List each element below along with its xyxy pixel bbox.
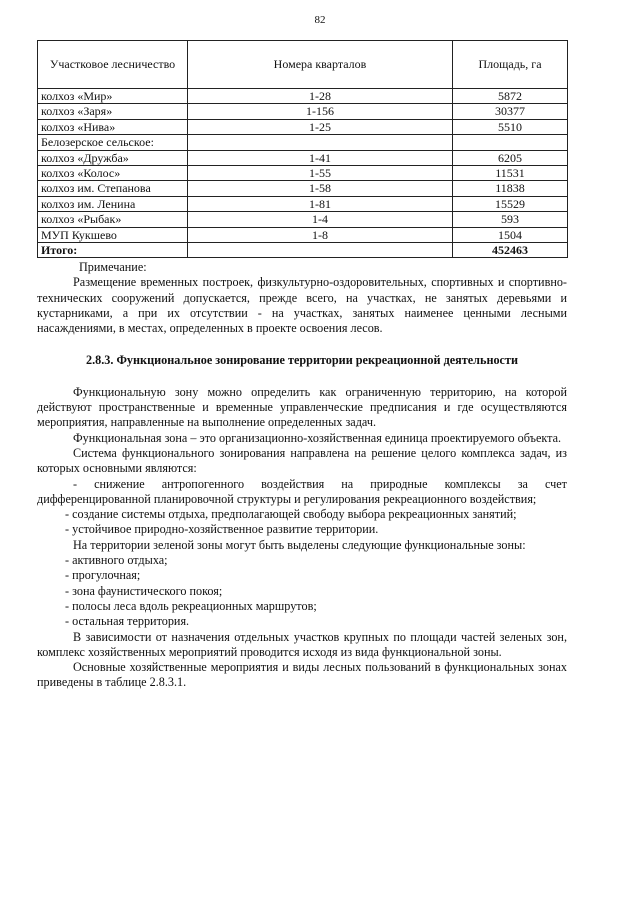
document-body bbox=[37, 260, 567, 691]
section-title: 2.8.3. Функциональное зонирование территории рекреационной деятельности bbox=[86, 353, 518, 368]
table-row bbox=[38, 104, 568, 119]
paragraph: Функциональная зона – это организационно-хозяйственная единица проектируемого объекта. bbox=[73, 430, 562, 445]
list-item: - устойчивое природно-хозяйственное развитие территории. bbox=[65, 522, 379, 537]
cell-district: колхоз «Мир» bbox=[38, 89, 188, 104]
note-title: Примечание: bbox=[79, 260, 147, 274]
cell-district: колхоз им. Степанова bbox=[38, 181, 188, 196]
list-item: - зона фаунистического покоя; bbox=[65, 583, 223, 598]
list-item: - остальная территория. bbox=[65, 614, 190, 629]
cell-area bbox=[453, 135, 568, 150]
list-item: - активного отдыха; bbox=[65, 553, 168, 568]
cell-quarters: 1-28 bbox=[188, 89, 453, 104]
paragraph: Функциональную зону можно определить как ограниченную территорию, на которой действуют пространственные и временные управленческие предписания и где осуществляются мероприятия, направленные на выполнение определенных задач. bbox=[37, 384, 567, 430]
cell-area: 593 bbox=[453, 212, 568, 227]
cell-district: Белозерское сельское: bbox=[38, 135, 188, 150]
cell-area: 6205 bbox=[453, 150, 568, 165]
total-area: 452463 bbox=[453, 243, 568, 258]
cell-quarters: 1-41 bbox=[188, 150, 453, 165]
cell-quarters: 1-156 bbox=[188, 104, 453, 119]
forestry-table bbox=[37, 40, 568, 258]
cell-district: колхоз «Дружба» bbox=[38, 150, 188, 165]
cell-area: 11531 bbox=[453, 166, 568, 181]
cell-area: 30377 bbox=[453, 104, 568, 119]
cell-area: 1504 bbox=[453, 227, 568, 242]
list-item: - полосы леса вдоль рекреационных маршрутов; bbox=[65, 598, 317, 613]
header-quarters: Номера кварталов bbox=[188, 41, 453, 89]
table-total-row bbox=[38, 243, 568, 258]
cell-district: колхоз «Колос» bbox=[38, 166, 188, 181]
cell-area: 15529 bbox=[453, 196, 568, 211]
cell-quarters: 1-25 bbox=[188, 119, 453, 134]
cell-area: 5872 bbox=[453, 89, 568, 104]
cell-quarters bbox=[188, 135, 453, 150]
list-item: - создание системы отдыха, предполагающей свободу выбора рекреационных занятий; bbox=[65, 507, 517, 522]
table-row bbox=[38, 212, 568, 227]
note-text: Размещение временных построек, физкультурно-оздоровительных, спортивных и спортивно-технических сооружений допускается, прежде всего, на участках, не занятых деревьями и кустарниками, а при их отсутствии - на участках, занятых наименее ценными лесными насаждениями, в местах, определенных в проекте освоения лесов. bbox=[37, 275, 567, 336]
page-number: 82 bbox=[314, 14, 326, 26]
paragraph: В зависимости от назначения отдельных участков крупных по площади частей зеленых зон, комплекс хозяйственных мероприятий проводится исходя из вида функциональной зоны. bbox=[37, 629, 567, 659]
cell-quarters: 1-55 bbox=[188, 166, 453, 181]
table-row bbox=[38, 119, 568, 134]
table-header-row bbox=[38, 41, 568, 89]
cell-district: колхоз «Нива» bbox=[38, 119, 188, 134]
total-quarters bbox=[188, 243, 453, 258]
cell-district: колхоз им. Ленина bbox=[38, 196, 188, 211]
table-row bbox=[38, 196, 568, 211]
table-row bbox=[38, 150, 568, 165]
cell-district: колхоз «Рыбак» bbox=[38, 212, 188, 227]
table-row bbox=[38, 181, 568, 196]
table-row bbox=[38, 89, 568, 104]
list-item: - прогулочная; bbox=[65, 568, 141, 583]
header-area: Площадь, га bbox=[453, 41, 568, 89]
paragraph: На территории зеленой зоны могут быть выделены следующие функциональные зоны: bbox=[73, 537, 526, 552]
paragraph: Система функционального зонирования направлена на решение целого комплекса задач, из которых основными являются: bbox=[37, 445, 567, 476]
cell-quarters: 1-4 bbox=[188, 212, 453, 227]
table-row bbox=[38, 166, 568, 181]
total-label: Итого: bbox=[38, 243, 188, 258]
cell-area: 11838 bbox=[453, 181, 568, 196]
table-row bbox=[38, 227, 568, 242]
cell-area: 5510 bbox=[453, 119, 568, 134]
paragraph: Основные хозяйственные мероприятия и виды лесных пользований в функциональных зонах приведены в таблице 2.8.3.1. bbox=[37, 660, 567, 690]
table-row bbox=[38, 135, 568, 150]
list-item: - снижение антропогенного воздействия на природные комплексы за счет дифференцированной планировочной структуры и регулирования рекреационного воздействия; bbox=[37, 476, 567, 506]
cell-quarters: 1-81 bbox=[188, 196, 453, 211]
cell-quarters: 1-58 bbox=[188, 181, 453, 196]
cell-quarters: 1-8 bbox=[188, 227, 453, 242]
header-district: Участковое лесничество bbox=[38, 41, 188, 89]
cell-district: колхоз «Заря» bbox=[38, 104, 188, 119]
cell-district: МУП Кукшево bbox=[38, 227, 188, 242]
